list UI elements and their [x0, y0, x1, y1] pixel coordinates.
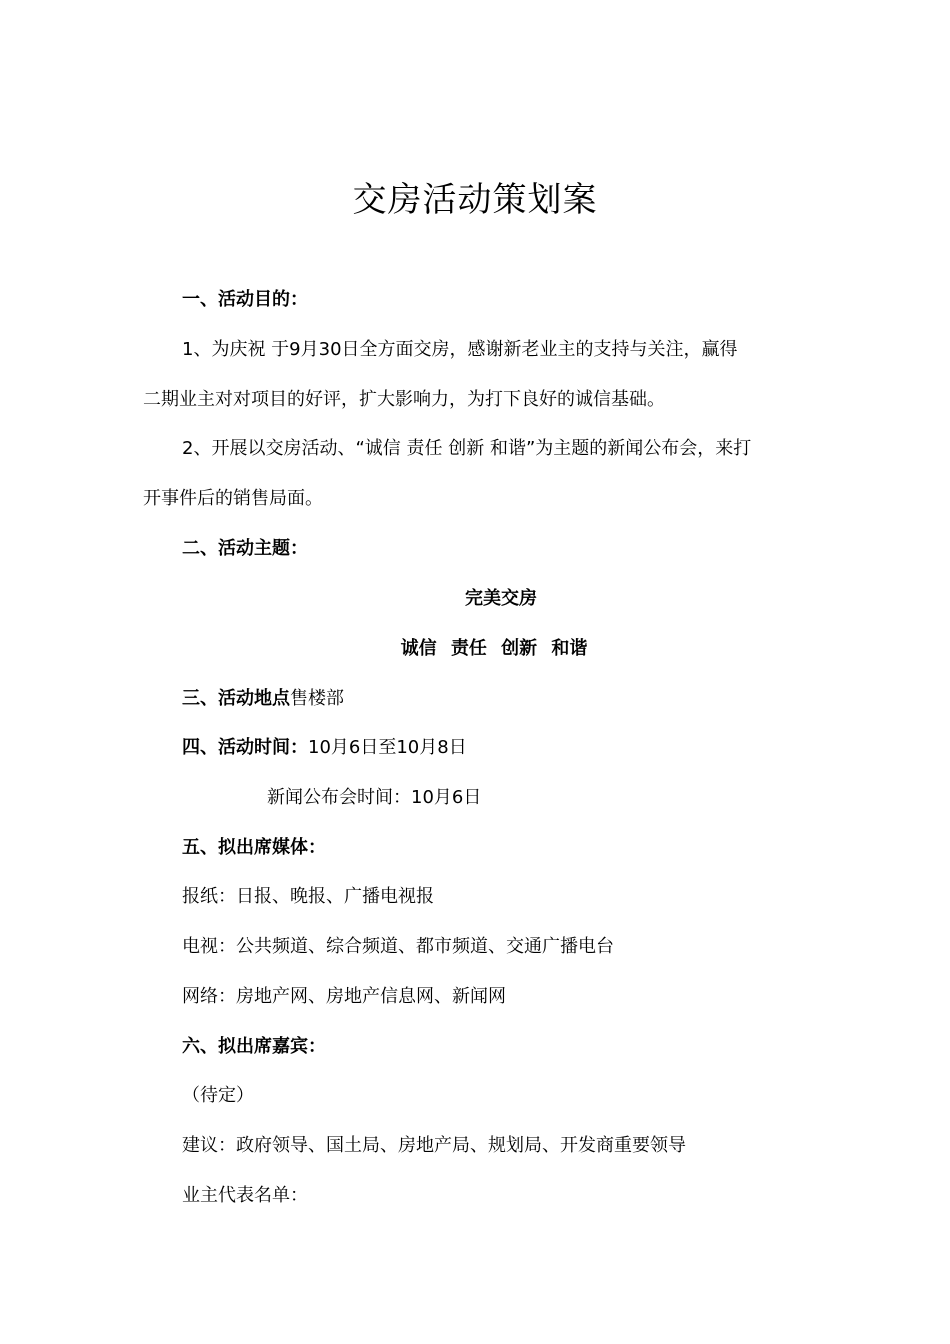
section5-heading: 五、拟出席媒体：: [182, 837, 326, 858]
section4-value: 10月6日至10月8日: [308, 737, 467, 758]
section1-paragraph1-line2: 二期业主对对项目的好评，扩大影响力，为打下良好的诚信基础。: [143, 389, 665, 410]
theme-word-harmony: 和谐: [551, 638, 588, 659]
theme-word-integrity: 诚信: [400, 638, 437, 659]
section1-paragraph2-line1: 2、开展以交房活动、“诚信 责任 创新 和谐”为主题的新闻公布会，来打: [182, 438, 752, 459]
guests-suggestion: 建议：政府领导、国土局、房地产局、规划局、开发商重要领导: [182, 1135, 686, 1156]
section6-heading: 六、拟出席嘉宾：: [182, 1036, 326, 1057]
section4-heading: 四、活动时间：: [182, 737, 308, 758]
section1-heading: 一、活动目的：: [182, 289, 308, 310]
section2-heading: 二、活动主题：: [182, 538, 308, 559]
media-tv: 电视：公共频道、综合频道、都市频道、交通广播电台: [182, 936, 614, 957]
theme-word-responsibility: 责任: [450, 638, 487, 659]
section3-line: [182, 686, 344, 712]
guests-pending: （待定）: [182, 1085, 254, 1106]
media-web: 网络：房地产网、房地产信息网、新闻网: [182, 986, 506, 1007]
section3-heading: 三、活动地点: [182, 688, 290, 709]
media-newspaper: 报纸：日报、晚报、广播电视报: [182, 886, 434, 907]
theme-title: 完美交房: [465, 588, 537, 609]
section1-paragraph2-line2: 开事件后的销售局面。: [143, 488, 323, 509]
owner-representatives-label: 业主代表名单：: [182, 1185, 308, 1206]
theme-word-innovation: 创新: [501, 638, 538, 659]
section4-line: [182, 735, 467, 761]
press-conference-time: 新闻公布会时间：10月6日: [267, 787, 482, 808]
document-title: 交房活动策划案: [352, 180, 598, 220]
theme-words: [0, 636, 950, 662]
section3-value: 售楼部: [290, 688, 344, 709]
section1-paragraph1-line1: 1、为庆祝 于9月30日全方面交房，感谢新老业主的支持与关注，赢得: [182, 339, 738, 360]
